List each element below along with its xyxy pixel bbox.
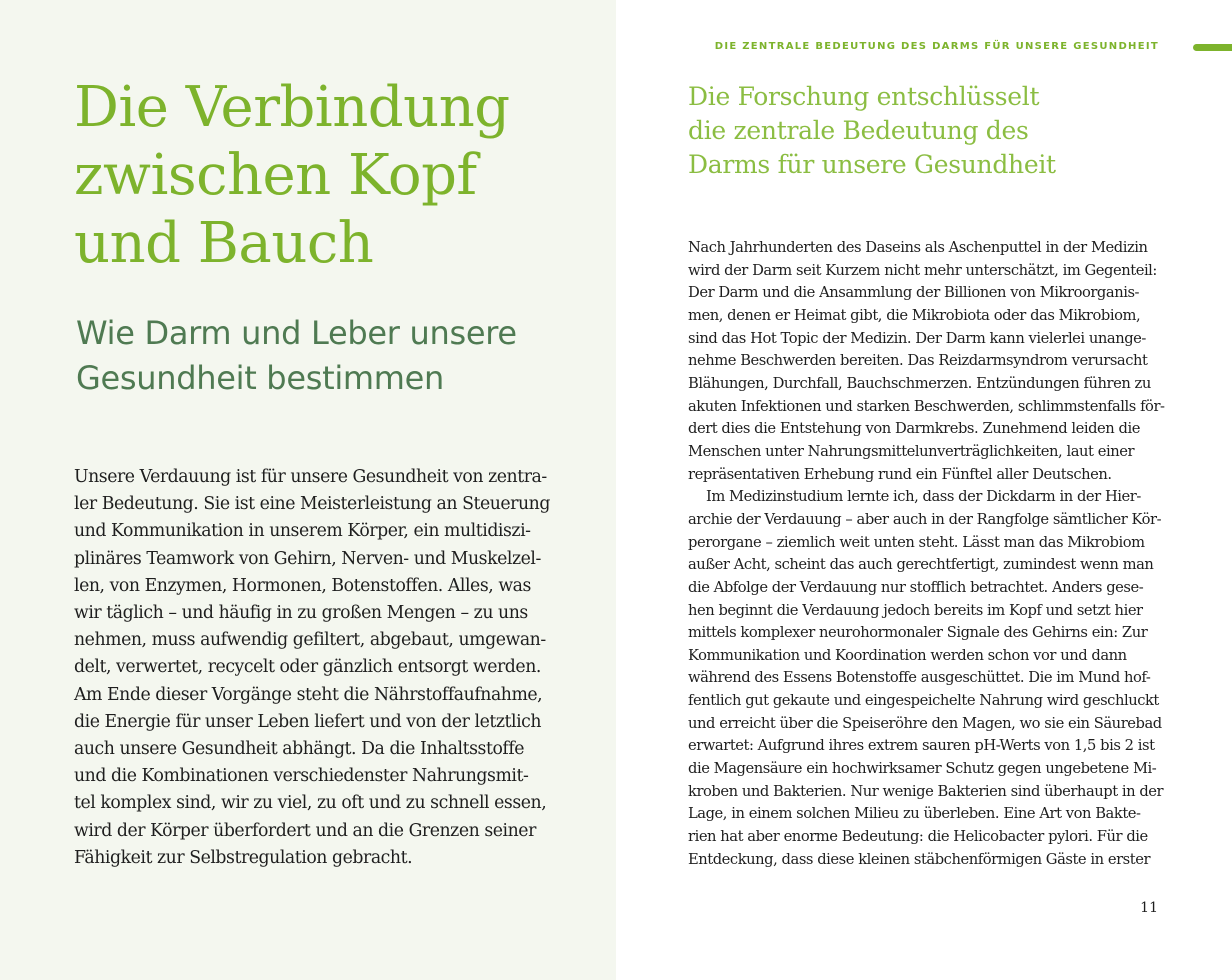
running-head-bar (1193, 44, 1232, 51)
intro-line: delt, verwertet, recycelt oder gänzlich entsorgt werden. (74, 657, 541, 678)
body-line: und erreicht über die Speiseröhre den Magen, wo sie ein Säurebad (688, 714, 1162, 732)
section-title-line: Darms für unsere Gesundheit (688, 150, 1056, 179)
body-line: die Abfolge der Verdauung nur stofflich betrachtet. Anders gese- (688, 578, 1144, 596)
chapter-subtitle-line: Wie Darm und Leber unsere (76, 314, 517, 352)
body-line: Lage, in einem solchen Milieu zu überleben. Eine Art von Bakte- (688, 805, 1141, 823)
chapter-subtitle-line: Gesundheit bestimmen (76, 359, 445, 397)
body-text (688, 237, 1163, 871)
intro-line: die Energie für unser Leben liefert und von der letztlich (74, 711, 542, 732)
body-line: akuten Infektionen und starken Beschwerden, schlimmstenfalls för- (688, 397, 1165, 415)
chapter-title-line: Die Verbindung (74, 75, 510, 140)
body-line: die Magensäure ein hochwirksamer Schutz gegen ungebetene Mi- (688, 760, 1157, 778)
section-title (688, 80, 1188, 182)
intro-line: plinäres Teamwork von Gehirn, Nerven- und Muskelzel- (74, 548, 541, 569)
body-line: Menschen unter Nahrungsmittelunverträglichkeiten, laut einer (688, 442, 1135, 460)
intro-line: Fähigkeit zur Selbstregulation gebracht. (74, 847, 413, 868)
body-line: wird der Darm seit Kurzem nicht mehr unterschätzt, im Gegenteil: (688, 261, 1157, 279)
body-line: kroben und Bakterien. Nur wenige Bakterien sind überhaupt in der (688, 782, 1164, 800)
body-line: Im Medizinstudium lernte ich, dass der Dickdarm in der Hier- (706, 488, 1141, 506)
intro-line: len, von Enzymen, Hormonen, Botenstoffen. Alles, was (74, 575, 531, 596)
intro-line: wird der Körper überfordert und an die Grenzen seiner (74, 820, 536, 841)
body-line: archie der Verdauung – aber auch in der Rangfolge sämtlicher Kör- (688, 510, 1162, 528)
body-line: repräsentativen Erhebung rund ein Fünftel aller Deutschen. (688, 465, 1112, 483)
body-line: nehme Beschwerden bereiten. Das Reizdarmsyndrom verursacht (688, 352, 1148, 370)
body-line: sind das Hot Topic der Medizin. Der Darm kann vielerlei unange- (688, 329, 1146, 347)
intro-line: und Kommunikation in unserem Körper, ein multidiszi- (74, 521, 531, 542)
intro-line: Unsere Verdauung ist für unsere Gesundheit von zentra- (74, 467, 547, 487)
intro-line: nehmen, muss aufwendig gefiltert, abgebaut, umgewan- (74, 630, 546, 651)
intro-line: wir täglich – und häufig in zu großen Mengen – zu uns (74, 603, 528, 624)
intro-line: auch unsere Gesundheit abhängt. Da die Inhaltsstoffe (74, 739, 525, 760)
body-line: Kommunikation und Koordination werden schon vor und dann (688, 646, 1127, 664)
body-line: dert dies die Entstehung von Darmkrebs. Zunehmend leiden die (688, 420, 1140, 438)
intro-line: Am Ende dieser Vorgänge steht die Nährstoffaufnahme, (74, 684, 543, 705)
intro-line: und die Kombinationen verschiedenster Nahrungsmit- (74, 766, 529, 787)
body-line: perorgane – ziemlich weit unten steht. Lässt man das Mikrobiom (688, 533, 1145, 551)
body-line: mittels komplexer neurohormonaler Signale des Gehirns ein: Zur (688, 624, 1148, 642)
section-title-line: Die Forschung entschlüsselt (688, 82, 1040, 111)
chapter-title (74, 74, 594, 278)
section-title-line: die zentrale Bedeutung des (688, 116, 1029, 145)
body-line: Entdeckung, dass diese kleinen stäbchenförmigen Gäste in erster (688, 850, 1151, 868)
intro-paragraph (74, 464, 549, 872)
body-line: Nach Jahrhunderten des Daseins als Aschenputtel in der Medizin (688, 239, 1148, 256)
body-line: außer Acht, scheint das auch gerechtfertigt, zumindest wenn man (688, 556, 1154, 574)
body-line: Blähungen, Durchfall, Bauchschmerzen. Entzündungen führen zu (688, 374, 1151, 392)
chapter-subtitle (76, 311, 596, 401)
body-line: hen beginnt die Verdauung jedoch bereits im Kopf und setzt hier (688, 601, 1143, 619)
chapter-title-line: und Bauch (74, 211, 374, 276)
chapter-title-line: zwischen Kopf (74, 143, 477, 208)
body-line: fentlich gut gekaute und eingespeichelte Nahrung wird geschluckt (688, 692, 1159, 710)
running-head: DIE ZENTRALE BEDEUTUNG DES DARMS FÜR UNSERE GESUNDHEIT (714, 41, 1159, 52)
intro-line: tel komplex sind, wir zu viel, zu oft und zu schnell essen, (74, 793, 547, 814)
body-line: während des Essens Botenstoffe ausgeschüttet. Die im Mund hof- (688, 669, 1151, 687)
body-line: men, denen er Heimat gibt, die Mikrobiota oder das Mikrobiom, (688, 306, 1141, 324)
page-number: 11 (1140, 900, 1158, 916)
intro-line: ler Bedeutung. Sie ist eine Meisterleistung an Steuerung (74, 494, 550, 515)
body-line: Der Darm und die Ansammlung der Billionen von Mikroorganis- (688, 284, 1140, 302)
body-line: erwartet: Aufgrund ihres extrem sauren pH-Werts von 1,5 bis 2 ist (688, 737, 1155, 755)
body-line: rien hat aber enorme Bedeutung: die Helicobacter pylori. Für die (688, 828, 1148, 846)
